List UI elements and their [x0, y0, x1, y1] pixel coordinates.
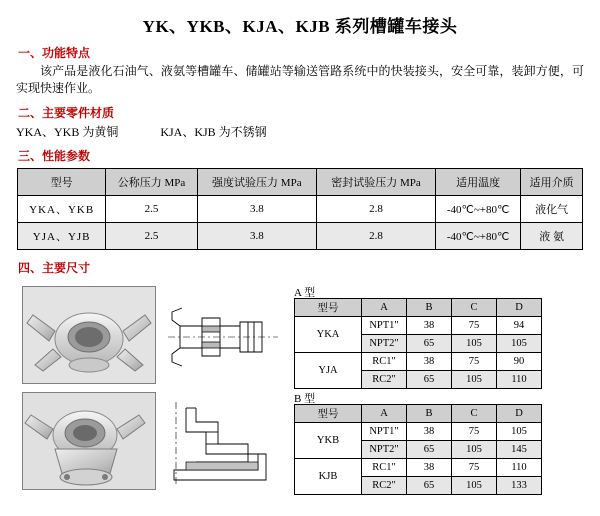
cell-a: NPT1" — [362, 317, 407, 335]
col-header-model: 型号 — [295, 405, 362, 423]
material-brass-text: YKA、YKB 为黄铜 — [16, 125, 119, 139]
col-header-strength-test: 强度试验压力 MPa — [197, 169, 316, 196]
cell-model: YKB — [295, 423, 362, 459]
features-paragraph: 该产品是液化石油气、液氨等槽罐车、储罐站等输送管路系统中的快装接头，安全可靠，装卸方便，可实现快速作业。 — [16, 64, 584, 95]
col-header-temperature: 适用温度 — [436, 169, 521, 196]
product-photo-type-a — [22, 286, 156, 384]
table-row — [18, 196, 583, 223]
cell-a: RC1" — [362, 353, 407, 371]
cell-seal-test: 2.8 — [316, 223, 435, 250]
col-header-b: B — [407, 405, 452, 423]
col-header-seal-test: 密封试验压力 MPa — [316, 169, 435, 196]
cell-a: NPT2" — [362, 335, 407, 353]
col-header-b: B — [407, 299, 452, 317]
cell-temperature: -40℃~+80℃ — [436, 223, 521, 250]
cell-b: 38 — [407, 459, 452, 477]
cell-medium: 液化气 — [521, 196, 583, 223]
section-heading-features: 一、功能特点 — [18, 46, 91, 60]
cell-nominal-pressure: 2.5 — [106, 196, 197, 223]
cell-d: 90 — [497, 353, 542, 371]
coupling-photo-b-graphic — [23, 393, 155, 489]
cell-b: 65 — [407, 441, 452, 459]
col-header-c: C — [452, 299, 497, 317]
table-header-row — [295, 405, 542, 423]
dimension-table-type-b — [294, 404, 542, 495]
cell-b: 65 — [407, 335, 452, 353]
cell-d: 145 — [497, 441, 542, 459]
material-steel-text: KJA、KJB 为不锈钢 — [160, 125, 267, 139]
page-bottom-margin — [0, 510, 600, 516]
col-header-c: C — [452, 405, 497, 423]
table-row — [18, 223, 583, 250]
cell-model: YKA、YKB — [18, 196, 106, 223]
col-header-d: D — [497, 405, 542, 423]
cell-c: 75 — [452, 317, 497, 335]
cell-d: 94 — [497, 317, 542, 335]
cell-nominal-pressure: 2.5 — [106, 223, 197, 250]
cell-a: RC2" — [362, 371, 407, 389]
col-header-a: A — [362, 405, 407, 423]
cell-c: 105 — [452, 335, 497, 353]
cell-model: YKA — [295, 317, 362, 353]
drawing-b-graphic — [166, 392, 284, 488]
cell-b: 38 — [407, 317, 452, 335]
cell-b: 65 — [407, 477, 452, 495]
cell-b: 38 — [407, 353, 452, 371]
cell-a: NPT1" — [362, 423, 407, 441]
page-title: YK、YKB、KJA、KJB 系列槽罐车接头 — [142, 17, 458, 36]
cell-d: 133 — [497, 477, 542, 495]
cell-c: 75 — [452, 459, 497, 477]
cell-strength-test: 3.8 — [197, 196, 316, 223]
cell-a: RC2" — [362, 477, 407, 495]
cell-c: 75 — [452, 423, 497, 441]
cell-a: NPT2" — [362, 441, 407, 459]
type-b-label: B 型 — [294, 393, 316, 405]
cell-a: RC1" — [362, 459, 407, 477]
table-header-row — [18, 169, 583, 196]
performance-table — [17, 168, 583, 250]
cell-d: 110 — [497, 371, 542, 389]
cell-strength-test: 3.8 — [197, 223, 316, 250]
cell-medium: 液 氨 — [521, 223, 583, 250]
type-a-label: A 型 — [294, 287, 316, 299]
cell-c: 105 — [452, 477, 497, 495]
col-header-nominal-pressure: 公称压力 MPa — [106, 169, 197, 196]
cell-seal-test: 2.8 — [316, 196, 435, 223]
cell-c: 105 — [452, 441, 497, 459]
section-heading-dimensions: 四、主要尺寸 — [18, 261, 91, 275]
section-heading-performance: 三、性能参数 — [18, 149, 91, 163]
cell-d: 110 — [497, 459, 542, 477]
cell-c: 75 — [452, 353, 497, 371]
coupling-photo-a-graphic — [23, 287, 155, 383]
cell-model: YJA — [295, 353, 362, 389]
table-row — [295, 459, 542, 477]
col-header-medium: 适用介质 — [521, 169, 583, 196]
cell-temperature: -40℃~+80℃ — [436, 196, 521, 223]
product-photo-type-b — [22, 392, 156, 490]
cell-model: KJB — [295, 459, 362, 495]
cell-c: 105 — [452, 371, 497, 389]
col-header-a: A — [362, 299, 407, 317]
table-row — [295, 423, 542, 441]
dimension-table-type-a — [294, 298, 542, 389]
col-header-model: 型号 — [18, 169, 106, 196]
drawing-a-graphic — [166, 286, 284, 382]
cell-b: 38 — [407, 423, 452, 441]
technical-drawing-type-a — [166, 286, 284, 382]
technical-drawing-type-b — [166, 392, 284, 488]
cell-model: YJA、YJB — [18, 223, 106, 250]
col-header-model: 型号 — [295, 299, 362, 317]
table-row — [295, 317, 542, 335]
section-heading-material: 二、主要零件材质 — [18, 106, 115, 120]
table-row — [295, 353, 542, 371]
material-line — [16, 123, 600, 140]
cell-d: 105 — [497, 423, 542, 441]
cell-b: 65 — [407, 371, 452, 389]
cell-d: 105 — [497, 335, 542, 353]
table-header-row — [295, 299, 542, 317]
col-header-d: D — [497, 299, 542, 317]
